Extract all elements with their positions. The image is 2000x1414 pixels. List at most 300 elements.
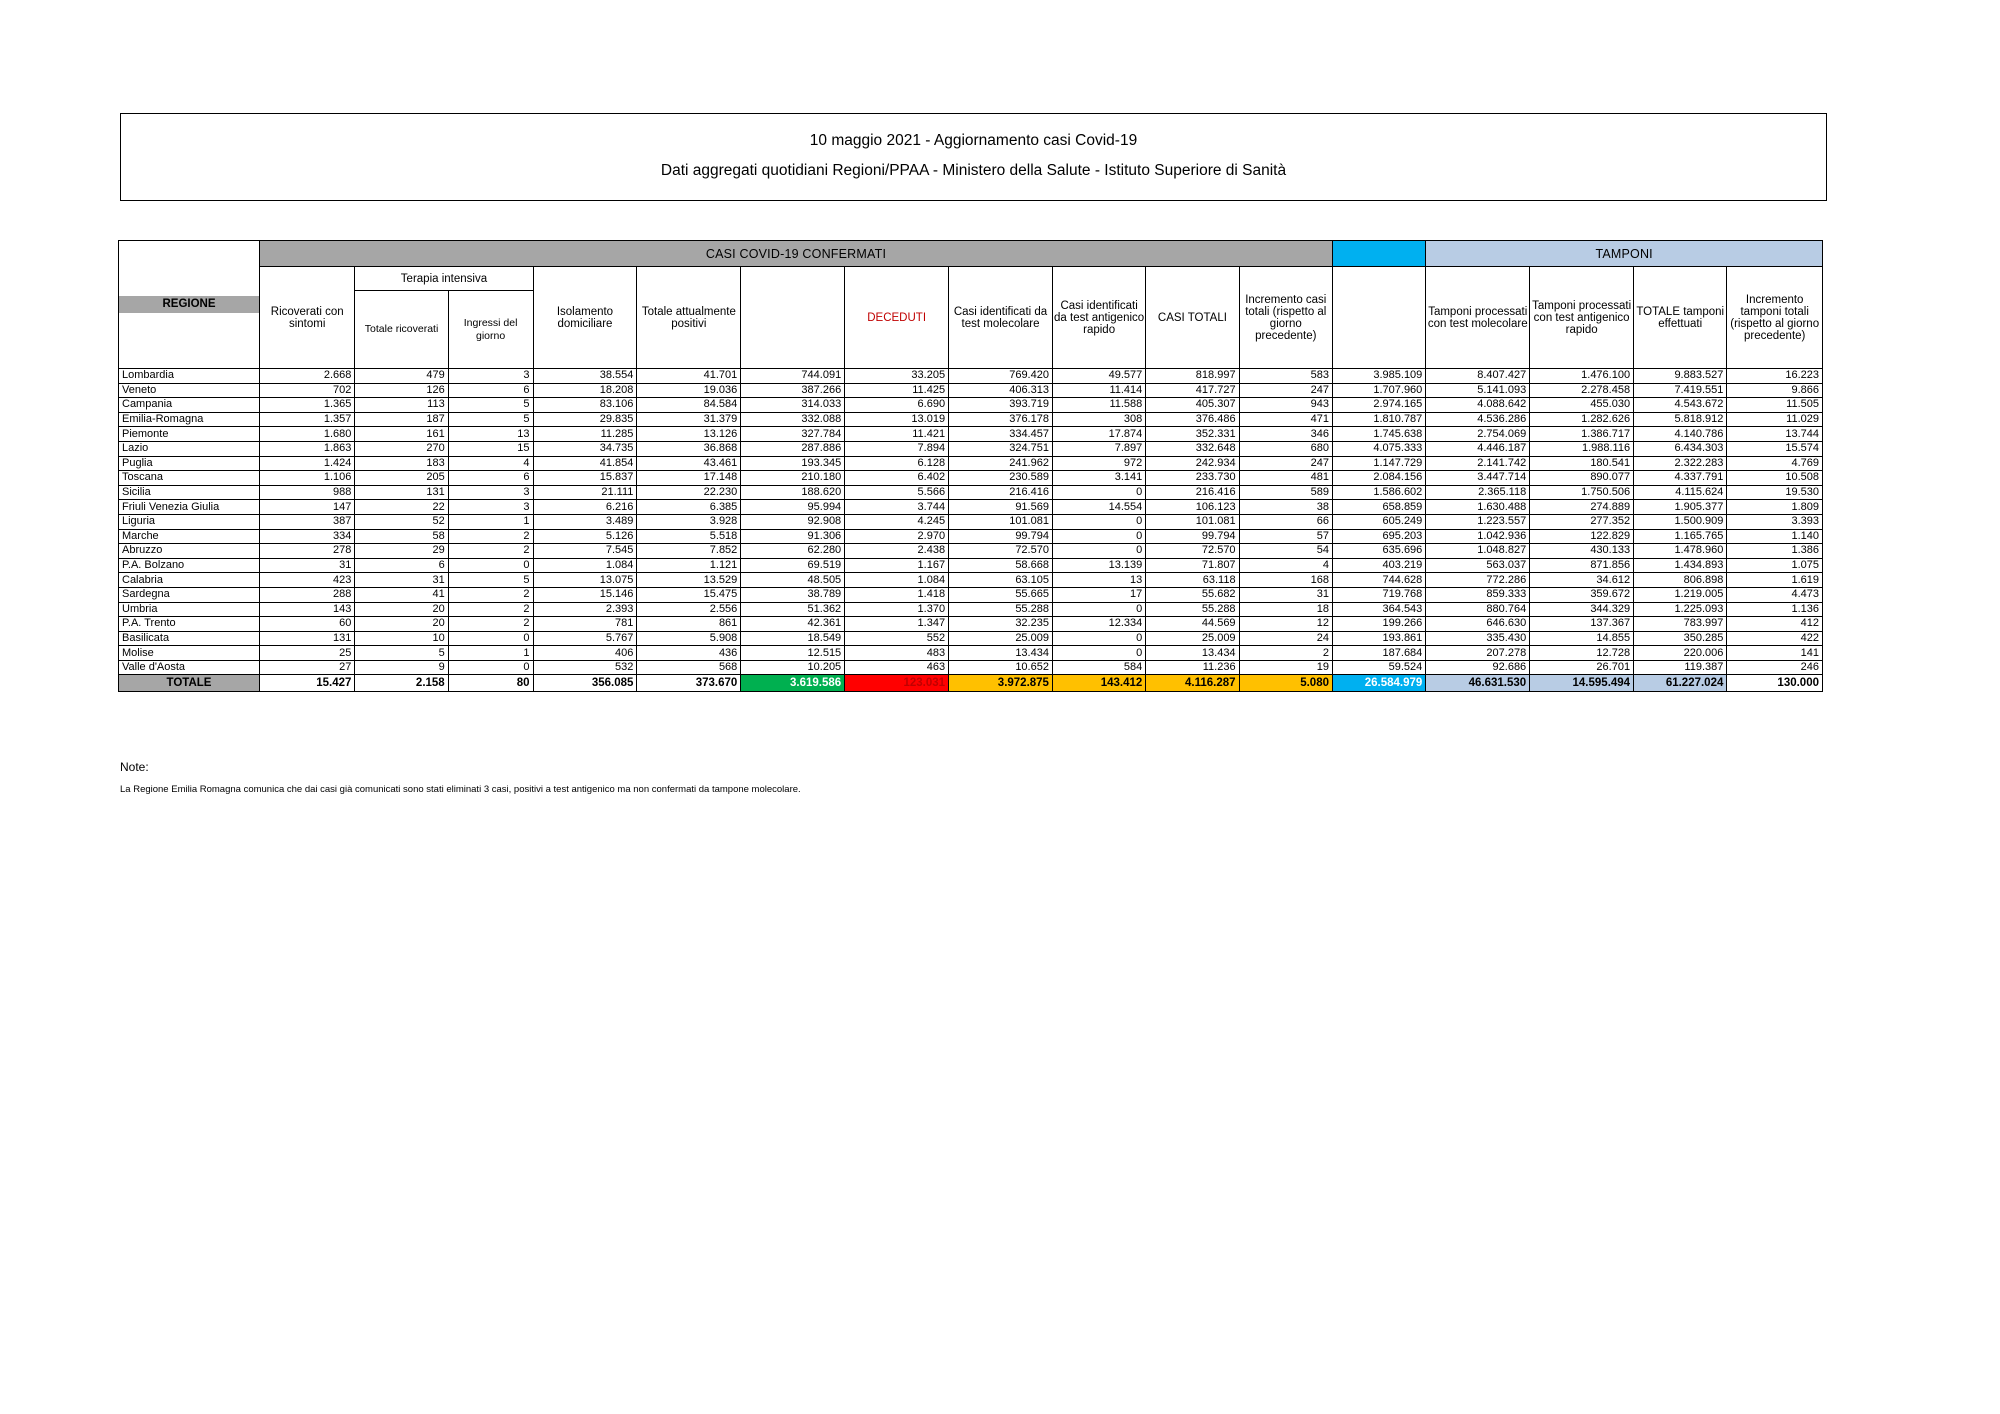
table-body [119,369,1823,692]
cell-c11: 3.985.109 [1333,369,1426,384]
region-name-cell: Puglia [119,456,260,471]
title-line-2: Dati aggregati quotidiani Regioni/PPAA - Ministero della Salute - Istituto Superiore di Sanità [660,162,1287,179]
notes-section [120,760,801,795]
header-col-13 [1530,267,1634,369]
header-col-14-label: TOTALE tamponi effettuati [1636,305,1725,330]
cell-c8: 0 [1052,602,1145,617]
cell-c6: 7.894 [845,441,949,456]
cell-c13: 14.855 [1530,631,1634,646]
cell-c8: 11.588 [1052,398,1145,413]
cell-c5: 12.515 [741,646,845,661]
table-row [119,544,1823,559]
cell-c2: 5 [448,573,533,588]
cell-c2: 5 [448,412,533,427]
header-col-9-label: CASI TOTALI [1157,311,1227,324]
cell-c7: 91.569 [949,500,1053,515]
region-name-cell: Umbria [119,602,260,617]
cell-c5: 744.091 [741,369,845,384]
total-cell-c15: 130.000 [1727,675,1823,692]
region-name-cell: Sicilia [119,485,260,500]
cell-c1: 10 [355,631,448,646]
cell-c1: 6 [355,558,448,573]
total-cell-c11: 26.584.979 [1333,675,1426,692]
cell-c6: 1.370 [845,602,949,617]
cell-c1: 22 [355,500,448,515]
cell-c2: 2 [448,544,533,559]
cell-c14: 1.165.765 [1634,529,1727,544]
cell-c3: 13.075 [533,573,637,588]
header-terapia-intensiva: Terapia intensiva [355,267,533,291]
cell-c11: 695.203 [1333,529,1426,544]
cell-c6: 5.566 [845,485,949,500]
cell-c11: 364.543 [1333,602,1426,617]
cell-c4: 22.230 [637,485,741,500]
cell-c8: 584 [1052,660,1145,675]
cell-c10: 12 [1239,617,1332,632]
cell-c10: 589 [1239,485,1332,500]
cell-c0: 2.668 [260,369,355,384]
cell-c6: 11.425 [845,383,949,398]
cell-c14: 220.006 [1634,646,1727,661]
cell-c8: 49.577 [1052,369,1145,384]
header-col-6 [845,267,949,369]
cell-c12: 4.088.642 [1426,398,1530,413]
cell-c15: 19.530 [1727,485,1823,500]
cell-c0: 988 [260,485,355,500]
cell-c1: 52 [355,514,448,529]
table-row [119,485,1823,500]
cell-c5: 210.180 [741,471,845,486]
header-col-1 [355,291,448,369]
cell-c7: 72.570 [949,544,1053,559]
cell-c15: 10.508 [1727,471,1823,486]
cell-c3: 29.835 [533,412,637,427]
cell-c2: 0 [448,558,533,573]
cell-c15: 16.223 [1727,369,1823,384]
cell-c12: 859.333 [1426,587,1530,602]
cell-c15: 13.744 [1727,427,1823,442]
cell-c4: 5.908 [637,631,741,646]
cell-c4: 3.928 [637,514,741,529]
cell-c0: 334 [260,529,355,544]
cell-c9: 216.416 [1146,485,1239,500]
cell-c2: 2 [448,617,533,632]
cell-c2: 6 [448,383,533,398]
cell-c3: 41.854 [533,456,637,471]
cell-c0: 147 [260,500,355,515]
cell-c9: 71.807 [1146,558,1239,573]
cell-c9: 352.331 [1146,427,1239,442]
cell-c10: 24 [1239,631,1332,646]
cell-c8: 308 [1052,412,1145,427]
cell-c7: 324.751 [949,441,1053,456]
cell-c4: 31.379 [637,412,741,427]
cell-c8: 12.334 [1052,617,1145,632]
notes-label: Note: [120,760,149,774]
cell-c14: 5.818.912 [1634,412,1727,427]
cell-c13: 180.541 [1530,456,1634,471]
table-row [119,660,1823,675]
covid-data-table [118,240,1823,692]
cell-c5: 387.266 [741,383,845,398]
header-col-2 [448,291,533,369]
notes-text: La Regione Emilia Romagna comunica che dai casi già comunicati sono stati eliminati 3 casi, positivi a test antigenico ma non confermati da tampone molecolare. [120,784,801,795]
header-col-10 [1239,267,1332,369]
cell-c9: 233.730 [1146,471,1239,486]
region-name-cell: Liguria [119,514,260,529]
region-name-cell: Sardegna [119,587,260,602]
cell-c12: 1.223.557 [1426,514,1530,529]
cell-c4: 7.852 [637,544,741,559]
cell-c3: 21.111 [533,485,637,500]
total-cell-c4: 373.670 [637,675,741,692]
cell-c11: 635.696 [1333,544,1426,559]
cell-c1: 5 [355,646,448,661]
header-col-9 [1146,267,1239,369]
region-name-cell: Basilicata [119,631,260,646]
cell-c4: 5.518 [637,529,741,544]
cell-c13: 274.889 [1530,500,1634,515]
cell-c6: 33.205 [845,369,949,384]
cell-c3: 406 [533,646,637,661]
cell-c7: 241.962 [949,456,1053,471]
cell-c2: 3 [448,500,533,515]
header-col-3-label: Isolamento domiciliare [556,305,614,330]
cell-c14: 119.387 [1634,660,1727,675]
cell-c13: 359.672 [1530,587,1634,602]
cell-c2: 2 [448,602,533,617]
cell-c11: 1.147.729 [1333,456,1426,471]
cell-c9: 55.288 [1146,602,1239,617]
cell-c13: 1.988.116 [1530,441,1634,456]
cell-c5: 69.519 [741,558,845,573]
cell-c14: 6.434.303 [1634,441,1727,456]
region-name-cell: Veneto [119,383,260,398]
cell-c10: 247 [1239,456,1332,471]
title-line-1: 10 maggio 2021 - Aggiornamento casi Covid-19 [809,132,1138,149]
header-region-cell [119,241,260,369]
cell-c11: 605.249 [1333,514,1426,529]
cell-c0: 27 [260,660,355,675]
cell-c1: 479 [355,369,448,384]
cell-c5: 332.088 [741,412,845,427]
cell-c0: 1.106 [260,471,355,486]
header-col-0-label: Ricoverati con sintomi [270,305,344,330]
cell-c3: 11.285 [533,427,637,442]
cell-c14: 1.905.377 [1634,500,1727,515]
cell-c1: 270 [355,441,448,456]
region-name-cell: Campania [119,398,260,413]
cell-c4: 861 [637,617,741,632]
cell-c2: 4 [448,456,533,471]
cell-c12: 207.278 [1426,646,1530,661]
cell-c0: 1.357 [260,412,355,427]
cell-c7: 55.665 [949,587,1053,602]
cell-c15: 422 [1727,631,1823,646]
cell-c10: 66 [1239,514,1332,529]
total-cell-c10: 5.080 [1239,675,1332,692]
header-col-12 [1426,267,1530,369]
cell-c10: 680 [1239,441,1332,456]
cell-c7: 55.288 [949,602,1053,617]
cell-c10: 481 [1239,471,1332,486]
cell-c13: 455.030 [1530,398,1634,413]
header-col-10-label: Incremento casi totali (rispetto al giorno precedente) [1245,293,1327,342]
cell-c0: 1.365 [260,398,355,413]
cell-c4: 41.701 [637,369,741,384]
header-col-11-label: Totale persone testate [1341,305,1417,330]
cell-c11: 2.974.165 [1333,398,1426,413]
cell-c10: 168 [1239,573,1332,588]
cell-c12: 2.754.069 [1426,427,1530,442]
region-name-cell: Toscana [119,471,260,486]
cell-c8: 0 [1052,529,1145,544]
header-col-11 [1333,267,1426,369]
header-col-5-label: DIMESSI GUARITI [744,311,842,324]
table-total-row [119,675,1823,692]
cell-c9: 25.009 [1146,631,1239,646]
cell-c2: 0 [448,631,533,646]
region-name-cell: Molise [119,646,260,661]
header-col-4 [637,267,741,369]
cell-c10: 19 [1239,660,1332,675]
cell-c10: 346 [1239,427,1332,442]
cell-c5: 188.620 [741,485,845,500]
cell-c10: 31 [1239,587,1332,602]
cell-c3: 38.554 [533,369,637,384]
table-row [119,412,1823,427]
cell-c11: 744.628 [1333,573,1426,588]
total-cell-c8: 143.412 [1052,675,1145,692]
total-cell-c0: 15.427 [260,675,355,692]
cell-c7: 393.719 [949,398,1053,413]
cell-c2: 1 [448,514,533,529]
cell-c1: 126 [355,383,448,398]
cell-c2: 1 [448,646,533,661]
cell-c0: 131 [260,631,355,646]
cell-c1: 9 [355,660,448,675]
cell-c8: 0 [1052,646,1145,661]
cell-c15: 11.029 [1727,412,1823,427]
cell-c4: 13.529 [637,573,741,588]
header-col-7 [949,267,1053,369]
cell-c4: 19.036 [637,383,741,398]
header-col-14 [1634,267,1727,369]
cell-c12: 563.037 [1426,558,1530,573]
cell-c1: 131 [355,485,448,500]
cell-c7: 230.589 [949,471,1053,486]
cell-c15: 412 [1727,617,1823,632]
cell-c6: 11.421 [845,427,949,442]
total-cell-c13: 14.595.494 [1530,675,1634,692]
cell-c13: 277.352 [1530,514,1634,529]
cell-c1: 205 [355,471,448,486]
cell-c1: 161 [355,427,448,442]
cell-c15: 4.473 [1727,587,1823,602]
cell-c12: 92.686 [1426,660,1530,675]
cell-c3: 781 [533,617,637,632]
cell-c6: 1.347 [845,617,949,632]
header-group-spacer [1333,241,1426,267]
cell-c14: 1.225.093 [1634,602,1727,617]
cell-c6: 6.402 [845,471,949,486]
cell-c9: 101.081 [1146,514,1239,529]
cell-c9: 376.486 [1146,412,1239,427]
cell-c1: 113 [355,398,448,413]
header-group-cases: CASI COVID-19 CONFERMATI [260,241,1333,267]
cell-c6: 552 [845,631,949,646]
cell-c10: 38 [1239,500,1332,515]
table-row [119,441,1823,456]
cell-c9: 405.307 [1146,398,1239,413]
cell-c6: 6.690 [845,398,949,413]
header-col-7-label: Casi identificati da test molecolare [953,305,1048,330]
cell-c4: 1.121 [637,558,741,573]
cell-c10: 54 [1239,544,1332,559]
cell-c3: 18.208 [533,383,637,398]
header-col-0 [260,267,355,369]
region-name-cell: Marche [119,529,260,544]
header-col-1-label: Totale ricoverati [364,323,439,336]
cell-c12: 5.141.093 [1426,383,1530,398]
cell-c2: 0 [448,660,533,675]
cell-c4: 2.556 [637,602,741,617]
cell-c14: 1.434.893 [1634,558,1727,573]
cell-c10: 4 [1239,558,1332,573]
cell-c10: 18 [1239,602,1332,617]
cell-c5: 327.784 [741,427,845,442]
total-cell-c14: 61.227.024 [1634,675,1727,692]
cell-c13: 1.282.626 [1530,412,1634,427]
cell-c2: 2 [448,529,533,544]
cell-c5: 42.361 [741,617,845,632]
cell-c6: 1.418 [845,587,949,602]
table-row [119,398,1823,413]
cell-c15: 1.140 [1727,529,1823,544]
cell-c14: 2.322.283 [1634,456,1727,471]
total-label-cell: TOTALE [119,675,260,692]
title-box [120,113,1827,201]
cell-c0: 31 [260,558,355,573]
total-cell-c3: 356.085 [533,675,637,692]
cell-c10: 57 [1239,529,1332,544]
cell-c13: 430.133 [1530,544,1634,559]
cell-c3: 83.106 [533,398,637,413]
cell-c0: 1.680 [260,427,355,442]
cell-c8: 13 [1052,573,1145,588]
cell-c12: 335.430 [1426,631,1530,646]
cell-c9: 13.434 [1146,646,1239,661]
cell-c2: 5 [448,398,533,413]
cell-c9: 55.682 [1146,587,1239,602]
cell-c7: 769.420 [949,369,1053,384]
cell-c2: 3 [448,485,533,500]
cell-c0: 387 [260,514,355,529]
table-row [119,500,1823,515]
cell-c13: 1.750.506 [1530,485,1634,500]
region-name-cell: Emilia-Romagna [119,412,260,427]
cell-c11: 658.859 [1333,500,1426,515]
cell-c8: 14.554 [1052,500,1145,515]
cell-c7: 13.434 [949,646,1053,661]
cell-c7: 63.105 [949,573,1053,588]
cell-c1: 187 [355,412,448,427]
cell-c3: 5.126 [533,529,637,544]
cell-c11: 4.075.333 [1333,441,1426,456]
table-row [119,558,1823,573]
cell-c13: 1.476.100 [1530,369,1634,384]
cell-c12: 880.764 [1426,602,1530,617]
cell-c14: 350.285 [1634,631,1727,646]
cell-c0: 423 [260,573,355,588]
cell-c7: 376.178 [949,412,1053,427]
cell-c9: 106.123 [1146,500,1239,515]
cell-c8: 0 [1052,514,1145,529]
table-row [119,456,1823,471]
cell-c4: 84.584 [637,398,741,413]
cell-c9: 44.569 [1146,617,1239,632]
region-name-cell: Abruzzo [119,544,260,559]
cell-c15: 1.075 [1727,558,1823,573]
cell-c6: 1.167 [845,558,949,573]
cell-c1: 20 [355,602,448,617]
cell-c0: 1.863 [260,441,355,456]
cell-c8: 17.874 [1052,427,1145,442]
cell-c15: 9.866 [1727,383,1823,398]
cell-c3: 2.393 [533,602,637,617]
cell-c12: 2.365.118 [1426,485,1530,500]
table-row [119,369,1823,384]
cell-c1: 31 [355,573,448,588]
cell-c0: 1.424 [260,456,355,471]
cell-c5: 38.789 [741,587,845,602]
cell-c15: 3.393 [1727,514,1823,529]
cell-c4: 6.385 [637,500,741,515]
cell-c13: 1.386.717 [1530,427,1634,442]
cell-c2: 2 [448,587,533,602]
cell-c8: 7.897 [1052,441,1145,456]
region-name-cell: Lombardia [119,369,260,384]
cell-c1: 183 [355,456,448,471]
cell-c7: 101.081 [949,514,1053,529]
cell-c13: 344.329 [1530,602,1634,617]
cell-c13: 890.077 [1530,471,1634,486]
cell-c13: 137.367 [1530,617,1634,632]
cell-c8: 13.139 [1052,558,1145,573]
cell-c14: 4.337.791 [1634,471,1727,486]
cell-c1: 20 [355,617,448,632]
cell-c11: 1.586.602 [1333,485,1426,500]
cell-c8: 17 [1052,587,1145,602]
cell-c15: 1.619 [1727,573,1823,588]
cell-c9: 72.570 [1146,544,1239,559]
cell-c11: 1.810.787 [1333,412,1426,427]
cell-c7: 216.416 [949,485,1053,500]
cell-c10: 583 [1239,369,1332,384]
cell-c9: 417.727 [1146,383,1239,398]
cell-c11: 193.861 [1333,631,1426,646]
cell-c13: 871.856 [1530,558,1634,573]
cell-c0: 288 [260,587,355,602]
cell-c8: 3.141 [1052,471,1145,486]
cell-c11: 59.524 [1333,660,1426,675]
cell-c10: 471 [1239,412,1332,427]
cell-c12: 1.630.488 [1426,500,1530,515]
covid-data-table-wrapper [118,240,1823,692]
cell-c14: 1.219.005 [1634,587,1727,602]
cell-c3: 34.735 [533,441,637,456]
cell-c9: 242.934 [1146,456,1239,471]
